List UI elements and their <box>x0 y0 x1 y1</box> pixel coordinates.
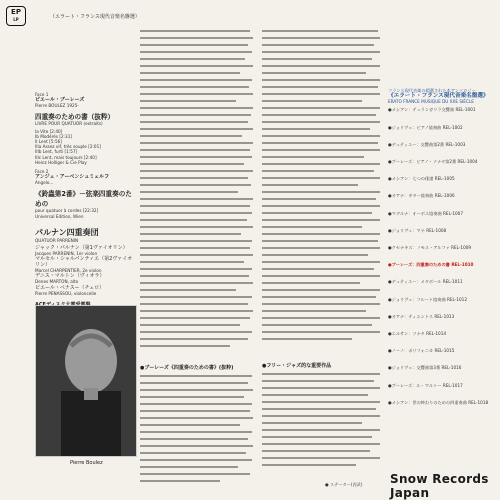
portrait-illustration <box>36 306 136 456</box>
essay-column-2b <box>262 373 382 483</box>
text-lines <box>140 30 255 360</box>
catalog-entry: ●ノーノ：ポリフォニカ REL-1015 <box>388 348 455 354</box>
performer-members <box>35 245 135 296</box>
member-2: マルセル・シャルパンティエ（第2ヴァイオリン） <box>35 256 133 269</box>
catalog-entry: ●メシアン：世の終わりのための四重奏曲 REL-1018 <box>388 399 489 405</box>
text-lines-2 <box>262 30 382 360</box>
catalog-entry: ●エルサン：ソナタ REL-1014 <box>388 331 447 337</box>
performer-sub: QUATUOR PARRENIN <box>35 237 79 243</box>
catalog-entry: ●メシアン：テュランガリラ交響曲 REL-1001 <box>388 107 476 113</box>
series-catalog-sub: ERATO FRANCE MUSIQUE DU XXE SIÈCLE <box>388 99 474 105</box>
side2-label: Face 2 <box>35 169 49 175</box>
catalog-entry: ●ブーレーズ：ピアノ・ソナタ第2番 REL-1004 <box>388 159 478 165</box>
member-1-en: Jacques PARRENIN, 1er violon <box>35 251 98 257</box>
catalog-entry: ●ジョリヴェ：マナ REL-1008 <box>388 227 447 233</box>
track-item: IIIc Lent, mais toujours [2:40] <box>35 154 97 160</box>
side1-composer: ピエール・ブーレーズ <box>35 97 85 104</box>
catalog-entry: ●デュティユー：メタボール REL-1011 <box>388 279 463 285</box>
essay-column-1 <box>140 30 255 360</box>
work2-title: 《鈴蟲第2番》－弦楽四重奏のための <box>35 190 132 209</box>
member-3-en: Denes MARTON, alto <box>35 279 79 285</box>
quartet-title: 四重奏のための書（抜粋） <box>35 113 115 122</box>
side2-composer: アンジェ・アーベンシュミェルフ <box>35 174 110 181</box>
member-4: ピエール・ペナスー（チェロ） <box>35 284 105 291</box>
catalog-entry: ●ジョリヴェ：フルート協奏曲 REL-1012 <box>388 296 467 302</box>
side1-composer-sub: Pierre BOULEZ 1925- <box>35 103 79 109</box>
tracklist-column <box>35 92 135 308</box>
track-item: II Lent [5:56] <box>35 139 62 145</box>
catalog-entry: ●ブーレーズ：ル・マルトー REL-1017 <box>388 382 463 388</box>
watermark: Snow Records Japan <box>390 472 489 500</box>
quartet-sub: LIVRE POUR QUATUOR (extraits) <box>35 121 103 127</box>
catalog-entry: ●ジョリヴェ：交響曲第3番 REL-1016 <box>388 365 462 371</box>
track-item: IIIa Assez vif, très souple [2:01] <box>35 144 101 150</box>
logo-text: EP <box>11 8 21 16</box>
quartet-items <box>35 129 135 165</box>
catalog-entries <box>388 107 496 405</box>
section-heading-1: ●ブーレーズ《四重奏のための書》(抜粋) <box>140 365 234 371</box>
series-catalog <box>388 88 496 405</box>
track-item: Heinz Holliger & Cie Play <box>35 159 87 165</box>
essay-column-1b <box>140 375 255 485</box>
logo-sub: LP <box>13 17 19 22</box>
series-top-title: （エラート・フランス現代音楽名盤選） <box>50 14 140 20</box>
series-catalog-title: フランス現代音楽の精選された本アンソロジー <box>388 88 476 93</box>
text-lines-b <box>140 375 255 485</box>
catalog-entry: ●メシアン：七つの俳諧 REL-1005 <box>388 176 455 182</box>
track-item: IIIb Lent, furti [1:57] <box>35 149 78 155</box>
essay-column-2 <box>262 30 382 360</box>
member-3: デニス・マルトン（ヴィオラ） <box>35 273 105 280</box>
text-lines-2b <box>262 373 382 483</box>
catalog-entry: ●デュティユー：交響曲第2番 REL-1003 <box>388 141 466 147</box>
work2-sub: pour quatuor à cordes [22:32] <box>35 208 99 214</box>
section-heading-2: ●フリー・ジャズ的な重要作品 <box>262 363 332 369</box>
series-catalog-main: 《エラート・フランス現代音楽名盤選》 <box>388 93 489 100</box>
catalog-entry: ●マデルナ：オーボエ協奏曲 REL-1007 <box>388 210 464 216</box>
track-item: Ib Modérés [2:31] <box>35 133 73 139</box>
catalog-entry: ●クセナキス：ノモス・アルファ REL-1009 <box>388 245 472 251</box>
composer-photo <box>35 305 137 457</box>
catalog-entry: ●オアナ：ティエントス REL-1013 <box>388 313 455 319</box>
member-2-en: Marcel CHARPENTIER, 2e violon <box>35 268 102 274</box>
performer-title: パルナン四重奏団 <box>35 227 99 237</box>
side2-composer-sub: Angelo... <box>35 180 54 186</box>
member-4-en: Pierre PENASSOU, violoncelle <box>35 290 97 296</box>
catalog-entry: ●オアナ：ギター協奏曲 REL-1006 <box>388 193 455 199</box>
member-1: ジャック・パルナン（第1ヴァイオリン） <box>35 245 128 252</box>
track-item: Ia Vite [2:40] <box>35 128 63 134</box>
catalog-entry: ●ジョリヴェ：ピアノ協奏曲 REL-1002 <box>388 124 463 130</box>
catalog-entry-current: ●ブーレーズ：四重奏のための書 REL-1010 <box>388 262 474 268</box>
label-logo <box>6 6 26 26</box>
side1-label: Face 1 <box>35 92 49 97</box>
photo-caption: Pierre Boulez <box>70 460 103 466</box>
bottom-code: ● ステーター(西武) <box>325 482 363 487</box>
work2-note: Universal Edition, Wien <box>35 213 84 219</box>
